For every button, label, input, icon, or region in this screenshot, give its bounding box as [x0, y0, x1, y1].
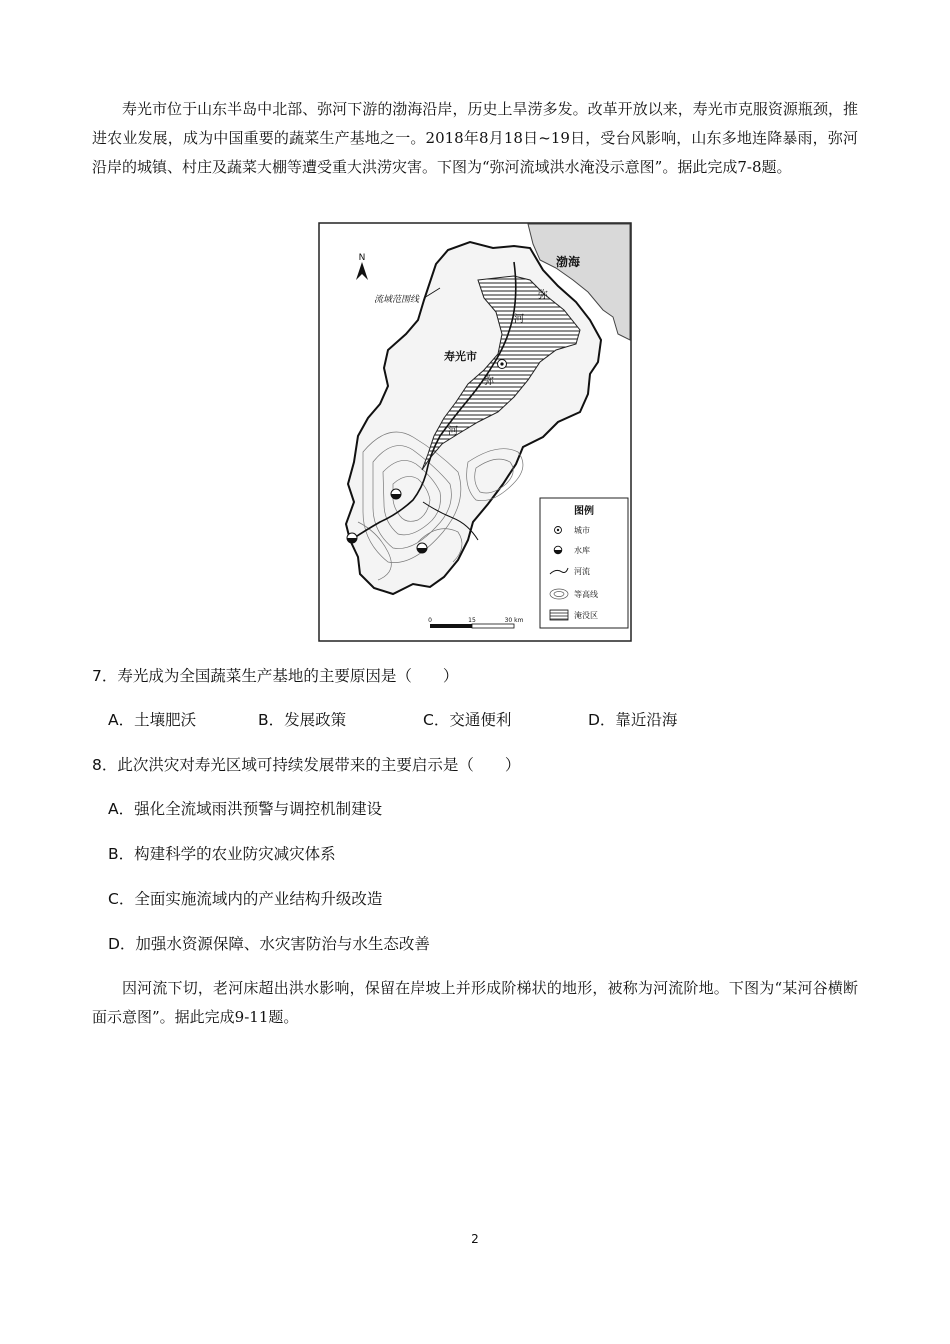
q7-option-a: A．土壤肥沃: [108, 711, 197, 729]
map-legend: [540, 498, 628, 628]
scale-30km: 30 km: [504, 617, 524, 624]
reservoir-icon: [347, 533, 357, 543]
q7-option-b: B．发展政策: [258, 711, 347, 729]
river-label-3: 弥: [484, 376, 494, 387]
river-label-4: 河: [448, 426, 458, 437]
reservoir-icon: [391, 489, 401, 499]
q7-option-c: C．交通便利: [423, 711, 512, 729]
city-label: 寿光市: [444, 350, 477, 363]
sea-label: 渤海: [556, 255, 581, 269]
mihe-flood-map: [318, 222, 632, 642]
legend-flood-icon: [550, 610, 568, 620]
scale-15: 15: [468, 617, 476, 624]
river-label-1: 弥: [538, 290, 548, 301]
q8-option-c: C．全面实施流域内的产业结构升级改造: [108, 890, 383, 908]
page-number: 2: [471, 1232, 479, 1246]
river-label-2: 河: [514, 314, 524, 325]
intro-paragraph: 寿光市位于山东半岛中北部、弥河下游的渤海沿岸，历史上旱涝多发。改革开放以来，寿光市克服资源瓶颈，推进农业发展，成为中国重要的蔬菜生产基地之一。2018年8月18日~19日，受台风影响，山东多地连降暴雨，弥河沿岸的城镇、村庄及蔬菜大棚等遭受重大洪涝灾害。下图为“弥河流域洪水淹没示意图”。据此完成7-8题。: [92, 100, 858, 176]
reservoir-icon: [417, 543, 427, 553]
terrace-intro-paragraph: 因河流下切，老河床超出洪水影响，保留在岸坡上并形成阶梯状的地形，被称为河流阶地。下图为“某河谷横断面示意图”。据此完成9-11题。: [92, 979, 858, 1026]
north-symbol: N: [358, 253, 366, 263]
city-icon: [498, 360, 507, 369]
q8-option-d: D．加强水资源保障、水灾害防治与水生态改善: [108, 935, 430, 953]
q8-option-a: A．强化全流域雨洪预警与调控机制建设: [108, 800, 383, 818]
legend-city: 城市: [574, 526, 590, 535]
question-8-stem: 8．此次洪灾对寿光区域可持续发展带来的主要启示是（ ）: [92, 756, 521, 774]
boundary-label: 流域范围线: [374, 295, 420, 305]
q7-option-d: D．靠近沿海: [588, 711, 678, 729]
legend-city-icon: [555, 527, 562, 534]
scale-0: 0: [428, 617, 432, 624]
legend-reservoir-icon: [554, 546, 562, 554]
legend-river: 河流: [574, 567, 590, 576]
legend-reservoir: 水库: [574, 546, 590, 555]
legend-contour: 等高线: [574, 590, 598, 599]
legend-flood: 淹没区: [574, 611, 598, 620]
question-7-stem: 7．寿光成为全国蔬菜生产基地的主要原因是（ ）: [92, 667, 459, 685]
legend-title: 图例: [574, 506, 594, 517]
q8-option-b: B．构建科学的农业防灾减灾体系: [108, 845, 336, 863]
